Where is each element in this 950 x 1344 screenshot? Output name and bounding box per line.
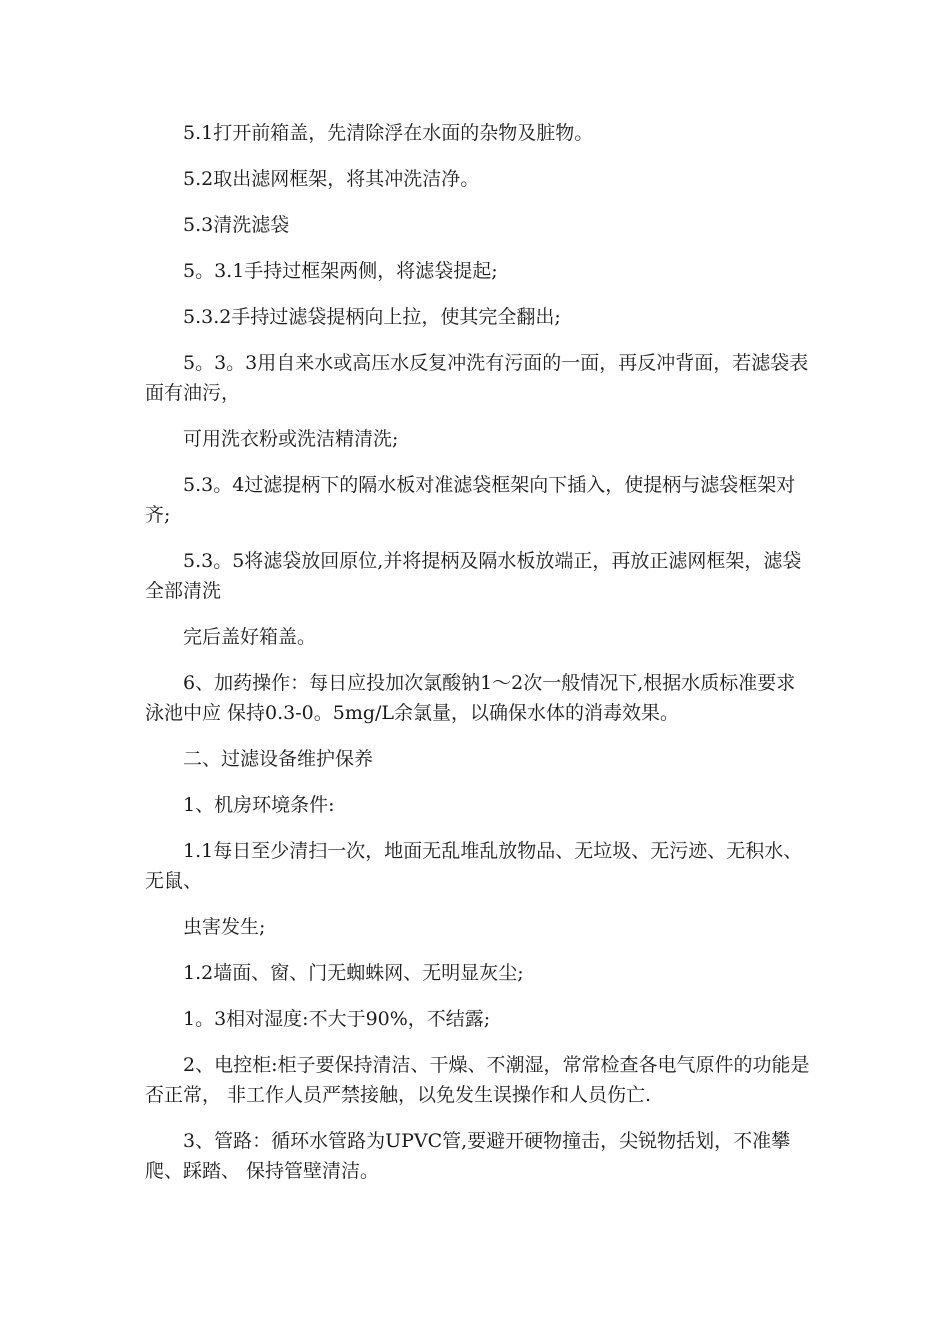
paragraph-5-3-5-cont: 完后盖好箱盖。 bbox=[183, 626, 317, 648]
paragraph-5-1: 5.1打开前箱盖，先清除浮在水面的杂物及脏物。 bbox=[183, 122, 594, 144]
paragraph-5-2: 5.2取出滤网框架，将其冲洗洁净。 bbox=[183, 168, 480, 190]
paragraph-1-room-conditions: 1、机房环境条件: bbox=[183, 794, 335, 816]
document-body bbox=[145, 118, 811, 1202]
paragraph-5-3: 5.3清洗滤袋 bbox=[183, 214, 290, 236]
paragraph-5-3-3: 5。3。3用自来水或高压水反复冲洗有污面的一面，再反冲背面，若滤袋表面有油污， bbox=[145, 352, 809, 404]
section-heading-maintenance: 二、过滤设备维护保养 bbox=[183, 748, 374, 770]
paragraph-1-1-cont: 虫害发生; bbox=[183, 916, 266, 938]
paragraph-3-pipelines: 3、管路：循环水管路为UPVC管,要避开硬物撞击，尖锐物括划，不准攀爬、踩踏、 保持管壁清洁。 bbox=[145, 1130, 791, 1182]
paragraph-1-2: 1.2墙面、窗、门无蜘蛛网、无明显灰尘; bbox=[183, 962, 524, 984]
paragraph-5-3-5: 5.3。5将滤袋放回原位,并将提柄及隔水板放端正，再放正滤网框架，滤袋全部清洗 bbox=[145, 550, 802, 602]
paragraph-5-3-4: 5.3。4过滤提柄下的隔水板对准滤袋框架向下插入，使提柄与滤袋框架对齐; bbox=[145, 474, 796, 526]
paragraph-1-3: 1。3相对湿度:不大于90%，不结露; bbox=[183, 1008, 491, 1030]
paragraph-5-3-1: 5。3.1手持过框架两侧，将滤袋提起; bbox=[183, 260, 498, 282]
paragraph-5-3-3-cont: 可用洗衣粉或洗洁精清洗; bbox=[183, 428, 399, 450]
paragraph-6-dosing: 6、加药操作：每日应投加次氯酸钠1～2次一般情况下,根据水质标准要求泳池中应 保持0.3-0。5mg/L余氯量，以确保水体的消毒效果。 bbox=[145, 672, 796, 724]
paragraph-5-3-2: 5.3.2手持过滤袋提柄向上拉，使其完全翻出; bbox=[183, 306, 561, 328]
paragraph-1-1: 1.1每日至少清扫一次，地面无乱堆乱放物品、无垃圾、无污迹、无积水、无鼠、 bbox=[145, 840, 803, 892]
paragraph-2-control-cabinet: 2、电控柜:柜子要保持清洁、干燥、不潮湿，常常检查各电气原件的功能是否正常， 非工作人员严禁接触，以免发生误操作和人员伤亡. bbox=[145, 1054, 810, 1106]
